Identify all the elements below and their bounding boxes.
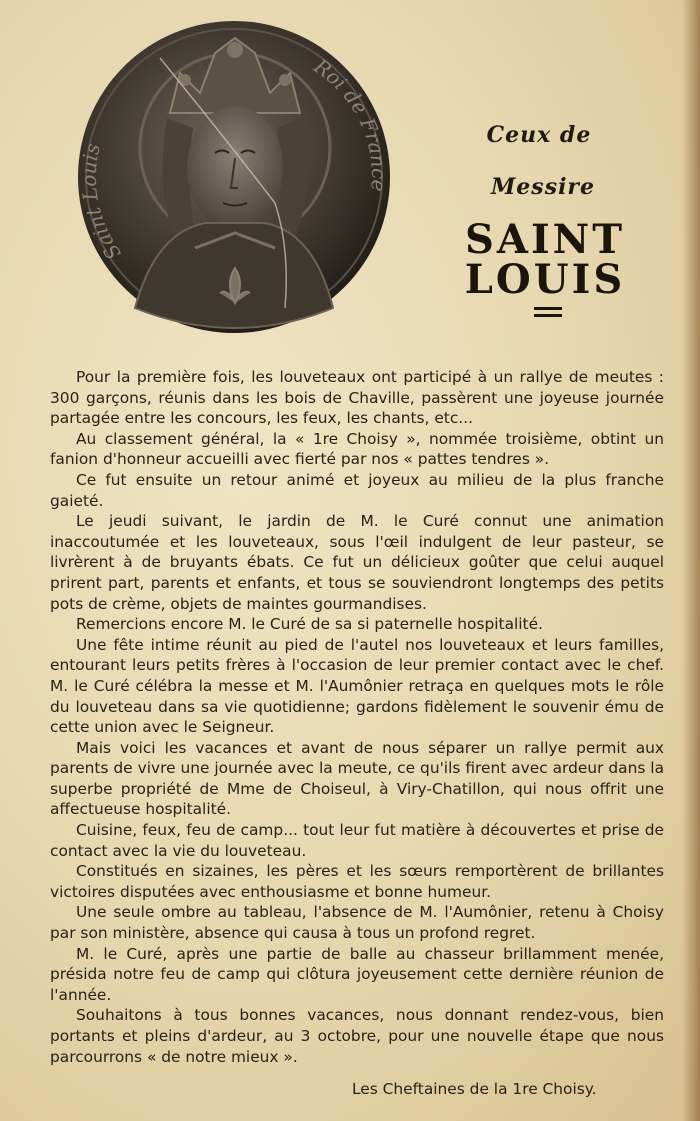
article-body (50, 367, 664, 1067)
medallion-illustration (75, 18, 393, 336)
paragraph: Le jeudi suivant, le jardin de M. le Curé connut une animation inaccoutumée et les louveteaux, sous l'œil indulgent de leur pasteur, se livrèrent à de bruyants ébats. Ce fut un délicieux goûter que celui auquel prirent part, parents et enfants, et tous se souviendront longtemps des petits pots de crème, objets de maintes gourmandises. (50, 512, 664, 613)
saint-louis-medallion (75, 18, 393, 336)
title-line-3: SAINT LOUIS (464, 216, 626, 303)
paragraph: Une fête intime réunit au pied de l'autel nos louveteaux et leurs familles, entourant leurs petits frères à l'occasion de leur premier contact avec le chef. M. le Curé célébra la messe et M. l'Aumônier retraça en quelques mots le rôle du louveteau dans sa vie quotidienne; gardons fidèlement le souvenir ému de cette union avec le Seigneur. (50, 635, 664, 737)
paragraph: Mais voici les vacances et avant de nous séparer un rallye permit aux parents de vivre une journée avec la meute, ce qu'ils firent avec ardeur dans la superbe propriété de Mme de Choiseul, à Viry-Chatillon, qui nous offrit une affectueuse hospitalité. (50, 738, 664, 819)
paragraph: Souhaitons à tous bonnes vacances, nous donnant rendez-vous, bien portants et pleins d'ardeur, au 3 octobre, pour une nouvelle étape que nous parcourrons « de notre mieux ». (50, 1006, 664, 1066)
medallion-inscription-left: Saint Louis (76, 141, 126, 265)
title-divider (534, 307, 562, 319)
medallion-inscription-right: Roi de France (309, 53, 392, 193)
signature: Les Cheftaines de la 1re Choisy. (352, 1080, 597, 1098)
paragraph: M. le Curé, après une partie de balle au chasseur brillamment menée, présida notre feu de camp qui clôtura joyeusement cette dernière réunion de l'année. (50, 944, 664, 1004)
paragraph: Cuisine, feux, feu de camp... tout leur fut matière à découvertes et prise de contact avec la vie du louveteau. (50, 821, 664, 860)
paragraph: Une seule ombre au tableau, l'absence de M. l'Aumônier, retenu à Choisy par son ministère, absence qui causa à tous un profond regret. (50, 903, 664, 943)
paragraph: Constitués en sizaines, les pères et les sœurs remportèrent de brillantes victoires disputées avec enthousiasme et bonne humeur. (50, 862, 664, 901)
title-line-2: Messire (490, 174, 596, 200)
paragraph: Au classement général, la « 1re Choisy », nommée troisième, obtint un fanion d'honneur accueilli avec fierté par nos « pattes tendres ». (50, 429, 664, 469)
article-title (430, 110, 660, 303)
paragraph: Remercions encore M. le Curé de sa si paternelle hospitalité. (76, 615, 543, 634)
paragraph: Pour la première fois, les louveteaux ont participé à un rallye de meutes : 300 garçons, réunis dans les bois de Chaville, passèrent une joyeuse journée partagée entre les concours, les feux, les chants, etc... (50, 368, 664, 428)
title-line-1: Ceux de (486, 122, 592, 148)
paragraph: Ce fut ensuite un retour animé et joyeux au milieu de la plus franche gaieté. (50, 470, 664, 510)
